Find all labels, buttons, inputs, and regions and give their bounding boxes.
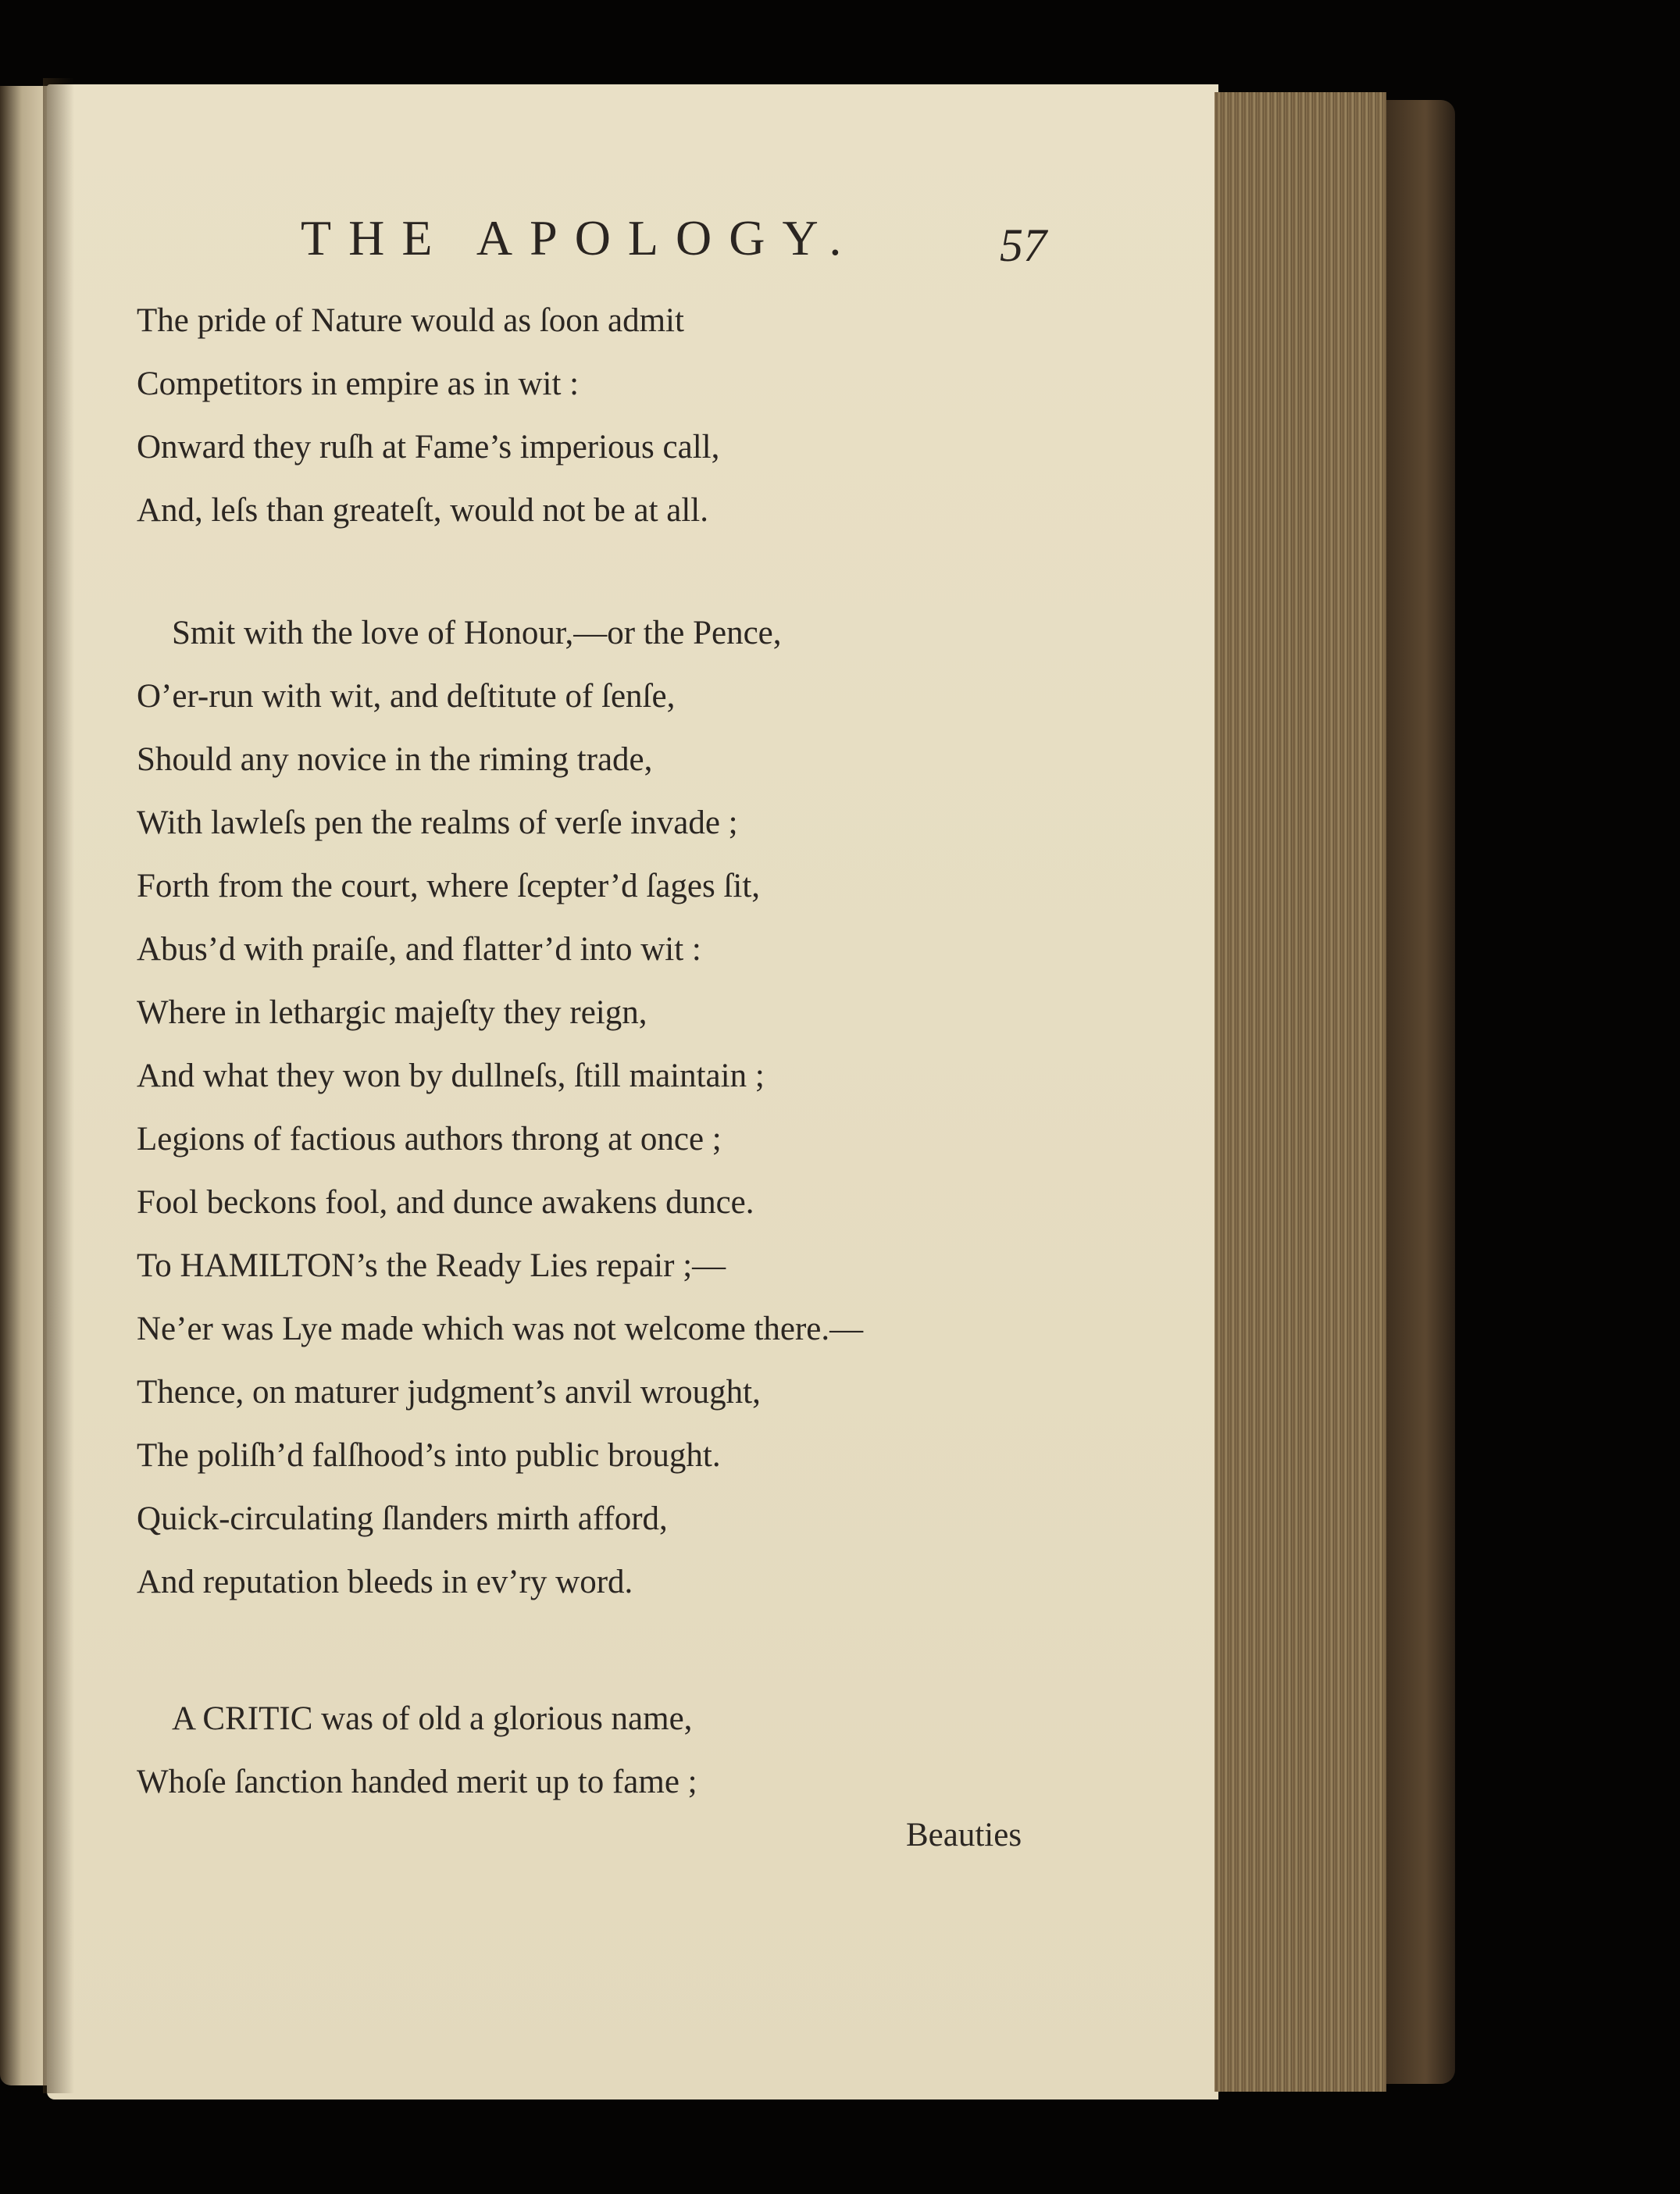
catchword: Beauties bbox=[906, 1817, 1022, 1853]
verse-line: Legions of factious authors throng at once ; bbox=[137, 1121, 722, 1158]
gutter-shadow bbox=[43, 78, 74, 2093]
verse-line: The pride of Nature would as ſoon admit bbox=[137, 302, 684, 339]
facing-page-edge bbox=[0, 86, 48, 2085]
verse-line: Where in lethargic majeſty they reign, bbox=[137, 994, 647, 1031]
verse-line: With lawleſs pen the realms of verſe invade ; bbox=[137, 804, 738, 841]
verse-line: Fool beckons fool, and dunce awakens dunce. bbox=[137, 1184, 754, 1221]
page-number: 57 bbox=[1000, 219, 1047, 271]
book-cover-board bbox=[1381, 100, 1455, 2084]
verse-line: A CRITIC was of old a glorious name, bbox=[172, 1700, 693, 1737]
verse-line: Forth from the court, where ſcepter’d ſages ſit, bbox=[137, 868, 761, 904]
verse-line: O’er-run with wit, and deſtitute of ſenſe, bbox=[137, 678, 676, 715]
verse-line: Competitors in empire as in wit : bbox=[137, 366, 580, 402]
verse-line: Quick-circulating ſlanders mirth afford, bbox=[137, 1500, 668, 1537]
page-block-edges bbox=[1215, 92, 1386, 2092]
verse-line: Should any novice in the riming trade, bbox=[137, 741, 653, 778]
verse-line: To HAMILTON’s the Ready Lies repair ;— bbox=[137, 1247, 726, 1284]
verse-line: Ne’er was Lye made which was not welcome there.— bbox=[137, 1311, 864, 1347]
verse-line: Whoſe ſanction handed merit up to fame ; bbox=[137, 1764, 697, 1800]
verse-line: And, leſs than greateſt, would not be at all. bbox=[137, 492, 709, 529]
stanza-2 bbox=[137, 601, 1136, 1614]
running-head: THE APOLOGY. bbox=[301, 210, 859, 266]
verse-line: And what they won by dullneſs, ſtill maintain ; bbox=[137, 1058, 765, 1094]
verse-line: Onward they ruſh at Fame’s imperious call, bbox=[137, 429, 720, 466]
verse-line: And reputation bleeds in ev’ry word. bbox=[137, 1564, 633, 1600]
verse-line: The poliſh’d falſhood’s into public brought. bbox=[137, 1437, 721, 1474]
stanza-1 bbox=[137, 289, 1136, 542]
verse-line: Smit with the love of Honour,—or the Pence, bbox=[172, 615, 782, 651]
verse-line: Thence, on maturer judgment’s anvil wrought, bbox=[137, 1374, 761, 1411]
verse-line: Abus’d with praiſe, and flatter’d into wit : bbox=[137, 931, 701, 968]
stanza-3 bbox=[137, 1687, 1136, 1814]
